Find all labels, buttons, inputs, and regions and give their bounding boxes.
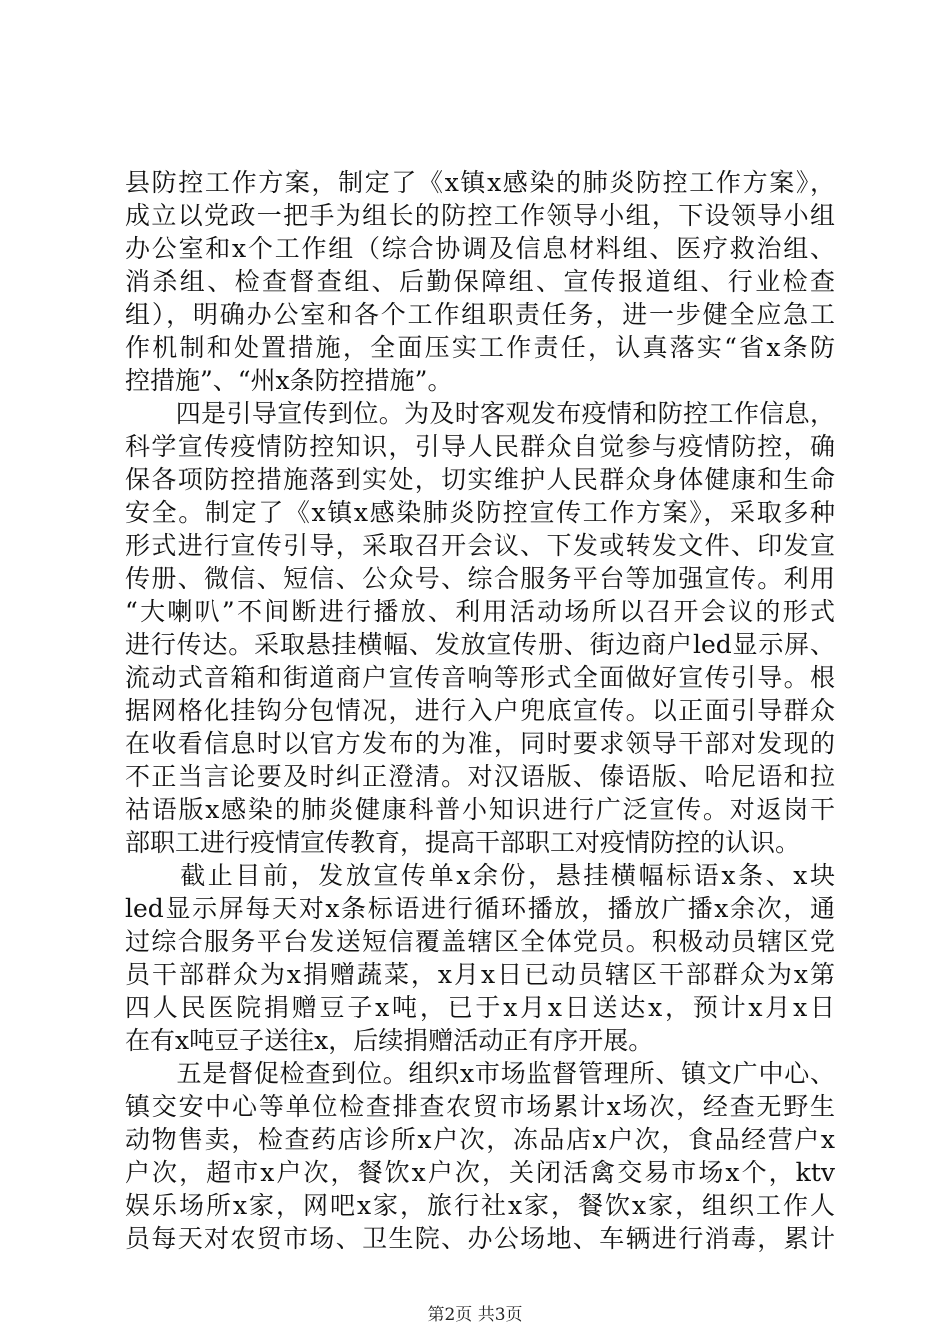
text-line: led显示屏每天对x条标语进行循环播放，播放广播x余次，通 xyxy=(125,894,835,923)
text-line: 户次，超市x户次，餐饮x户次，关闭活禽交易市场x个，ktv xyxy=(125,1158,835,1187)
text-line: 过综合服务平台发送短信覆盖辖区全体党员。积极动员辖区党 xyxy=(125,927,835,956)
text-line: 部职工进行疫情宣传教育，提高干部职工对疫情防控的认识。 xyxy=(125,828,801,857)
text-line: 截止目前，发放宣传单x余份，悬挂横幅标语x条、x块 xyxy=(125,861,835,890)
text-line: 县防控工作方案，制定了《x镇x感染的肺炎防控工作方案》， xyxy=(125,168,835,197)
text-line: 控措施”、“州x条防控措施”。 xyxy=(125,366,453,395)
text-line: 不正当言论要及时纠正澄清。对汉语版、傣语版、哈尼语和拉 xyxy=(125,762,835,791)
text-line: 保各项防控措施落到实处，切实维护人民群众身体健康和生命 xyxy=(125,465,835,494)
text-line: 在收看信息时以官方发布的为准，同时要求领导干部对发现的 xyxy=(125,729,835,758)
text-line: 消杀组、检查督查组、后勤保障组、宣传报道组、行业检查 xyxy=(125,267,835,296)
document-body xyxy=(125,166,835,1255)
text-line: 镇交安中心等单位检查排查农贸市场累计x场次，经查无野生 xyxy=(125,1092,835,1121)
text-line: 办公室和x个工作组（综合协调及信息材料组、医疗救治组、 xyxy=(125,234,835,263)
text-line: 传册、微信、短信、公众号、综合服务平台等加强宣传。利用 xyxy=(125,564,835,593)
text-line: 进行传达。采取悬挂横幅、发放宣传册、街边商户led显示屏、 xyxy=(125,630,835,659)
text-line: 流动式音箱和街道商户宣传音响等形式全面做好宣传引导。根 xyxy=(125,663,835,692)
text-line: 员干部群众为x捐赠蔬菜，x月x日已动员辖区干部群众为x第 xyxy=(125,960,835,989)
page-footer: 第2页 共3页 xyxy=(427,1305,523,1325)
text-line: “大喇叭”不间断进行播放、利用活动场所以召开会议的形式 xyxy=(125,597,835,626)
text-line: 娱乐场所x家，网吧x家，旅行社x家，餐饮x家，组织工作人 xyxy=(125,1191,835,1220)
text-line: 作机制和处置措施，全面压实工作责任，认真落实“省x条防 xyxy=(125,333,835,362)
text-line: 祜语版x感染的肺炎健康科普小知识进行广泛宣传。对返岗干 xyxy=(125,795,835,824)
text-line: 组），明确办公室和各个工作组职责任务，进一步健全应急工 xyxy=(125,300,835,329)
text-line: 科学宣传疫情防控知识，引导人民群众自觉参与疫情防控，确 xyxy=(125,432,835,461)
text-line: 动物售卖，检查药店诊所x户次，冻品店x户次，食品经营户x xyxy=(125,1125,835,1154)
text-line: 五是督促检查到位。组织x市场监督管理所、镇文广中心、 xyxy=(125,1059,835,1088)
text-line: 四人民医院捐赠豆子x吨，已于x月x日送达x，预计x月x日 xyxy=(125,993,835,1022)
text-line: 员每天对农贸市场、卫生院、办公场地、车辆进行消毒，累计 xyxy=(125,1224,835,1253)
text-line: 四是引导宣传到位。为及时客观发布疫情和防控工作信息， xyxy=(125,399,835,428)
text-line: 在有x吨豆子送往x，后续捐赠活动正有序开展。 xyxy=(125,1026,654,1055)
text-line: 据网格化挂钩分包情况，进行入户兜底宣传。以正面引导群众 xyxy=(125,696,835,725)
text-line: 形式进行宣传引导，采取召开会议、下发或转发文件、印发宣 xyxy=(125,531,835,560)
text-line: 成立以党政一把手为组长的防控工作领导小组，下设领导小组 xyxy=(125,201,835,230)
text-line: 安全。制定了《x镇x感染肺炎防控宣传工作方案》，采取多种 xyxy=(125,498,835,527)
